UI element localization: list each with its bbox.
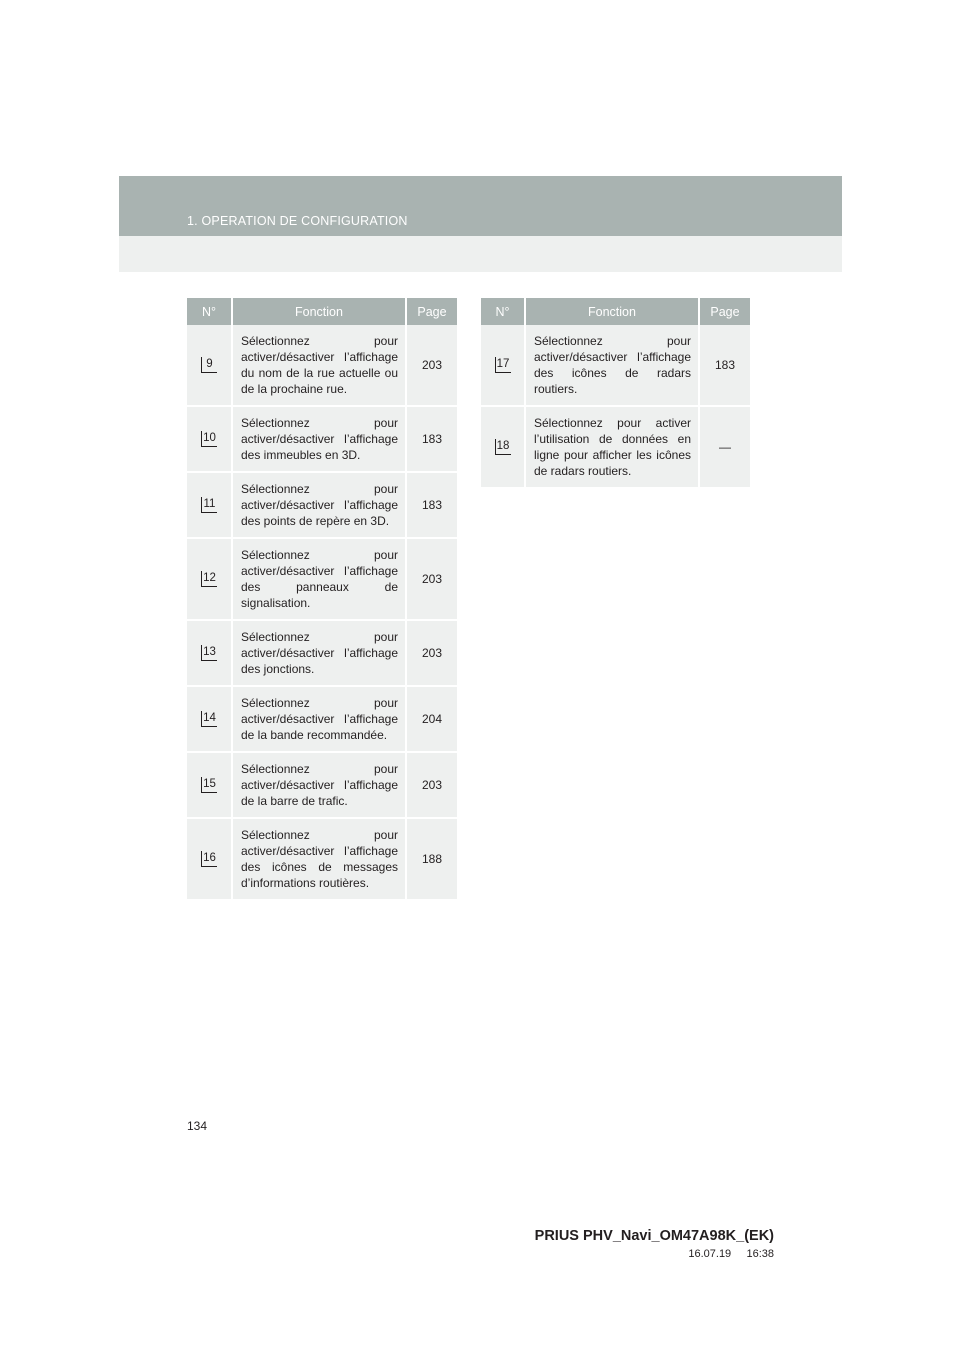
- table-header-row: [481, 298, 750, 325]
- row-description: Sélectionnez pour activer/désactiver l’affichage de la bande recommandée.: [232, 686, 406, 752]
- table-row: [481, 406, 750, 488]
- document-id: PRIUS PHV_Navi_OM47A98K_(EK): [534, 1228, 774, 1244]
- row-description: Sélectionnez pour activer/désactiver l’affichage des icônes de radars routiers.: [525, 325, 699, 406]
- row-page: 204: [406, 686, 457, 752]
- column-header-function: Fonction: [232, 298, 406, 325]
- row-number: [481, 325, 525, 406]
- table-header-row: [187, 298, 457, 325]
- row-description: Sélectionnez pour activer/désactiver l’affichage des jonctions.: [232, 620, 406, 686]
- function-table-left: [187, 298, 457, 901]
- row-number: [187, 325, 232, 406]
- number-badge: 18: [495, 439, 511, 455]
- row-description: Sélectionnez pour activer/désactiver l’affichage du nom de la rue actuelle ou de la prochaine rue.: [232, 325, 406, 406]
- column-header-function: Fonction: [525, 298, 699, 325]
- table-row: [187, 325, 457, 406]
- number-badge: 13: [201, 645, 217, 661]
- row-number: [481, 406, 525, 488]
- row-page: 203: [406, 325, 457, 406]
- number-badge: 12: [201, 571, 217, 587]
- row-number: [187, 752, 232, 818]
- number-badge: 16: [201, 851, 217, 867]
- number-badge: 10: [201, 431, 217, 447]
- row-number: [187, 538, 232, 620]
- row-description: Sélectionnez pour activer/désactiver l’affichage des immeubles en 3D.: [232, 406, 406, 472]
- number-badge: 14: [201, 711, 217, 727]
- row-description: Sélectionnez pour activer/désactiver l’affichage de la barre de trafic.: [232, 752, 406, 818]
- table-row: [187, 538, 457, 620]
- table-row: [187, 686, 457, 752]
- column-header-page: Page: [699, 298, 750, 325]
- table-row: [187, 818, 457, 900]
- row-page: 203: [406, 752, 457, 818]
- section-title: 1. OPERATION DE CONFIGURATION: [187, 214, 408, 228]
- row-description: Sélectionnez pour activer l’utilisation de données en ligne pour afficher les icônes de radars routiers.: [525, 406, 699, 488]
- row-page: 183: [406, 406, 457, 472]
- row-description: Sélectionnez pour activer/désactiver l’affichage des points de repère en 3D.: [232, 472, 406, 538]
- column-header-number: N°: [481, 298, 525, 325]
- row-number: [187, 686, 232, 752]
- table-row: [187, 752, 457, 818]
- row-page: 203: [406, 538, 457, 620]
- row-number: [187, 472, 232, 538]
- column-header-number: N°: [187, 298, 232, 325]
- number-badge: 9: [201, 357, 217, 373]
- row-number: [187, 818, 232, 900]
- column-header-page: Page: [406, 298, 457, 325]
- row-description: Sélectionnez pour activer/désactiver l’affichage des panneaux de signalisation.: [232, 538, 406, 620]
- row-number: [187, 620, 232, 686]
- row-page: —: [699, 406, 750, 488]
- table-row: [187, 472, 457, 538]
- number-badge: 17: [495, 357, 511, 373]
- row-page: 188: [406, 818, 457, 900]
- row-description: Sélectionnez pour activer/désactiver l’affichage des icônes de messages d’informations routières.: [232, 818, 406, 900]
- table-row: [187, 620, 457, 686]
- page-number: 134: [187, 1119, 208, 1133]
- row-number: [187, 406, 232, 472]
- table-row: [187, 406, 457, 472]
- number-badge: 11: [201, 497, 217, 513]
- row-page: 183: [699, 325, 750, 406]
- number-badge: 15: [201, 777, 217, 793]
- row-page: 183: [406, 472, 457, 538]
- row-page: 203: [406, 620, 457, 686]
- table-row: [481, 325, 750, 406]
- document-date: 16.07.19 16:38: [688, 1248, 774, 1260]
- header-subband: [119, 236, 842, 272]
- function-table-right: [481, 298, 750, 489]
